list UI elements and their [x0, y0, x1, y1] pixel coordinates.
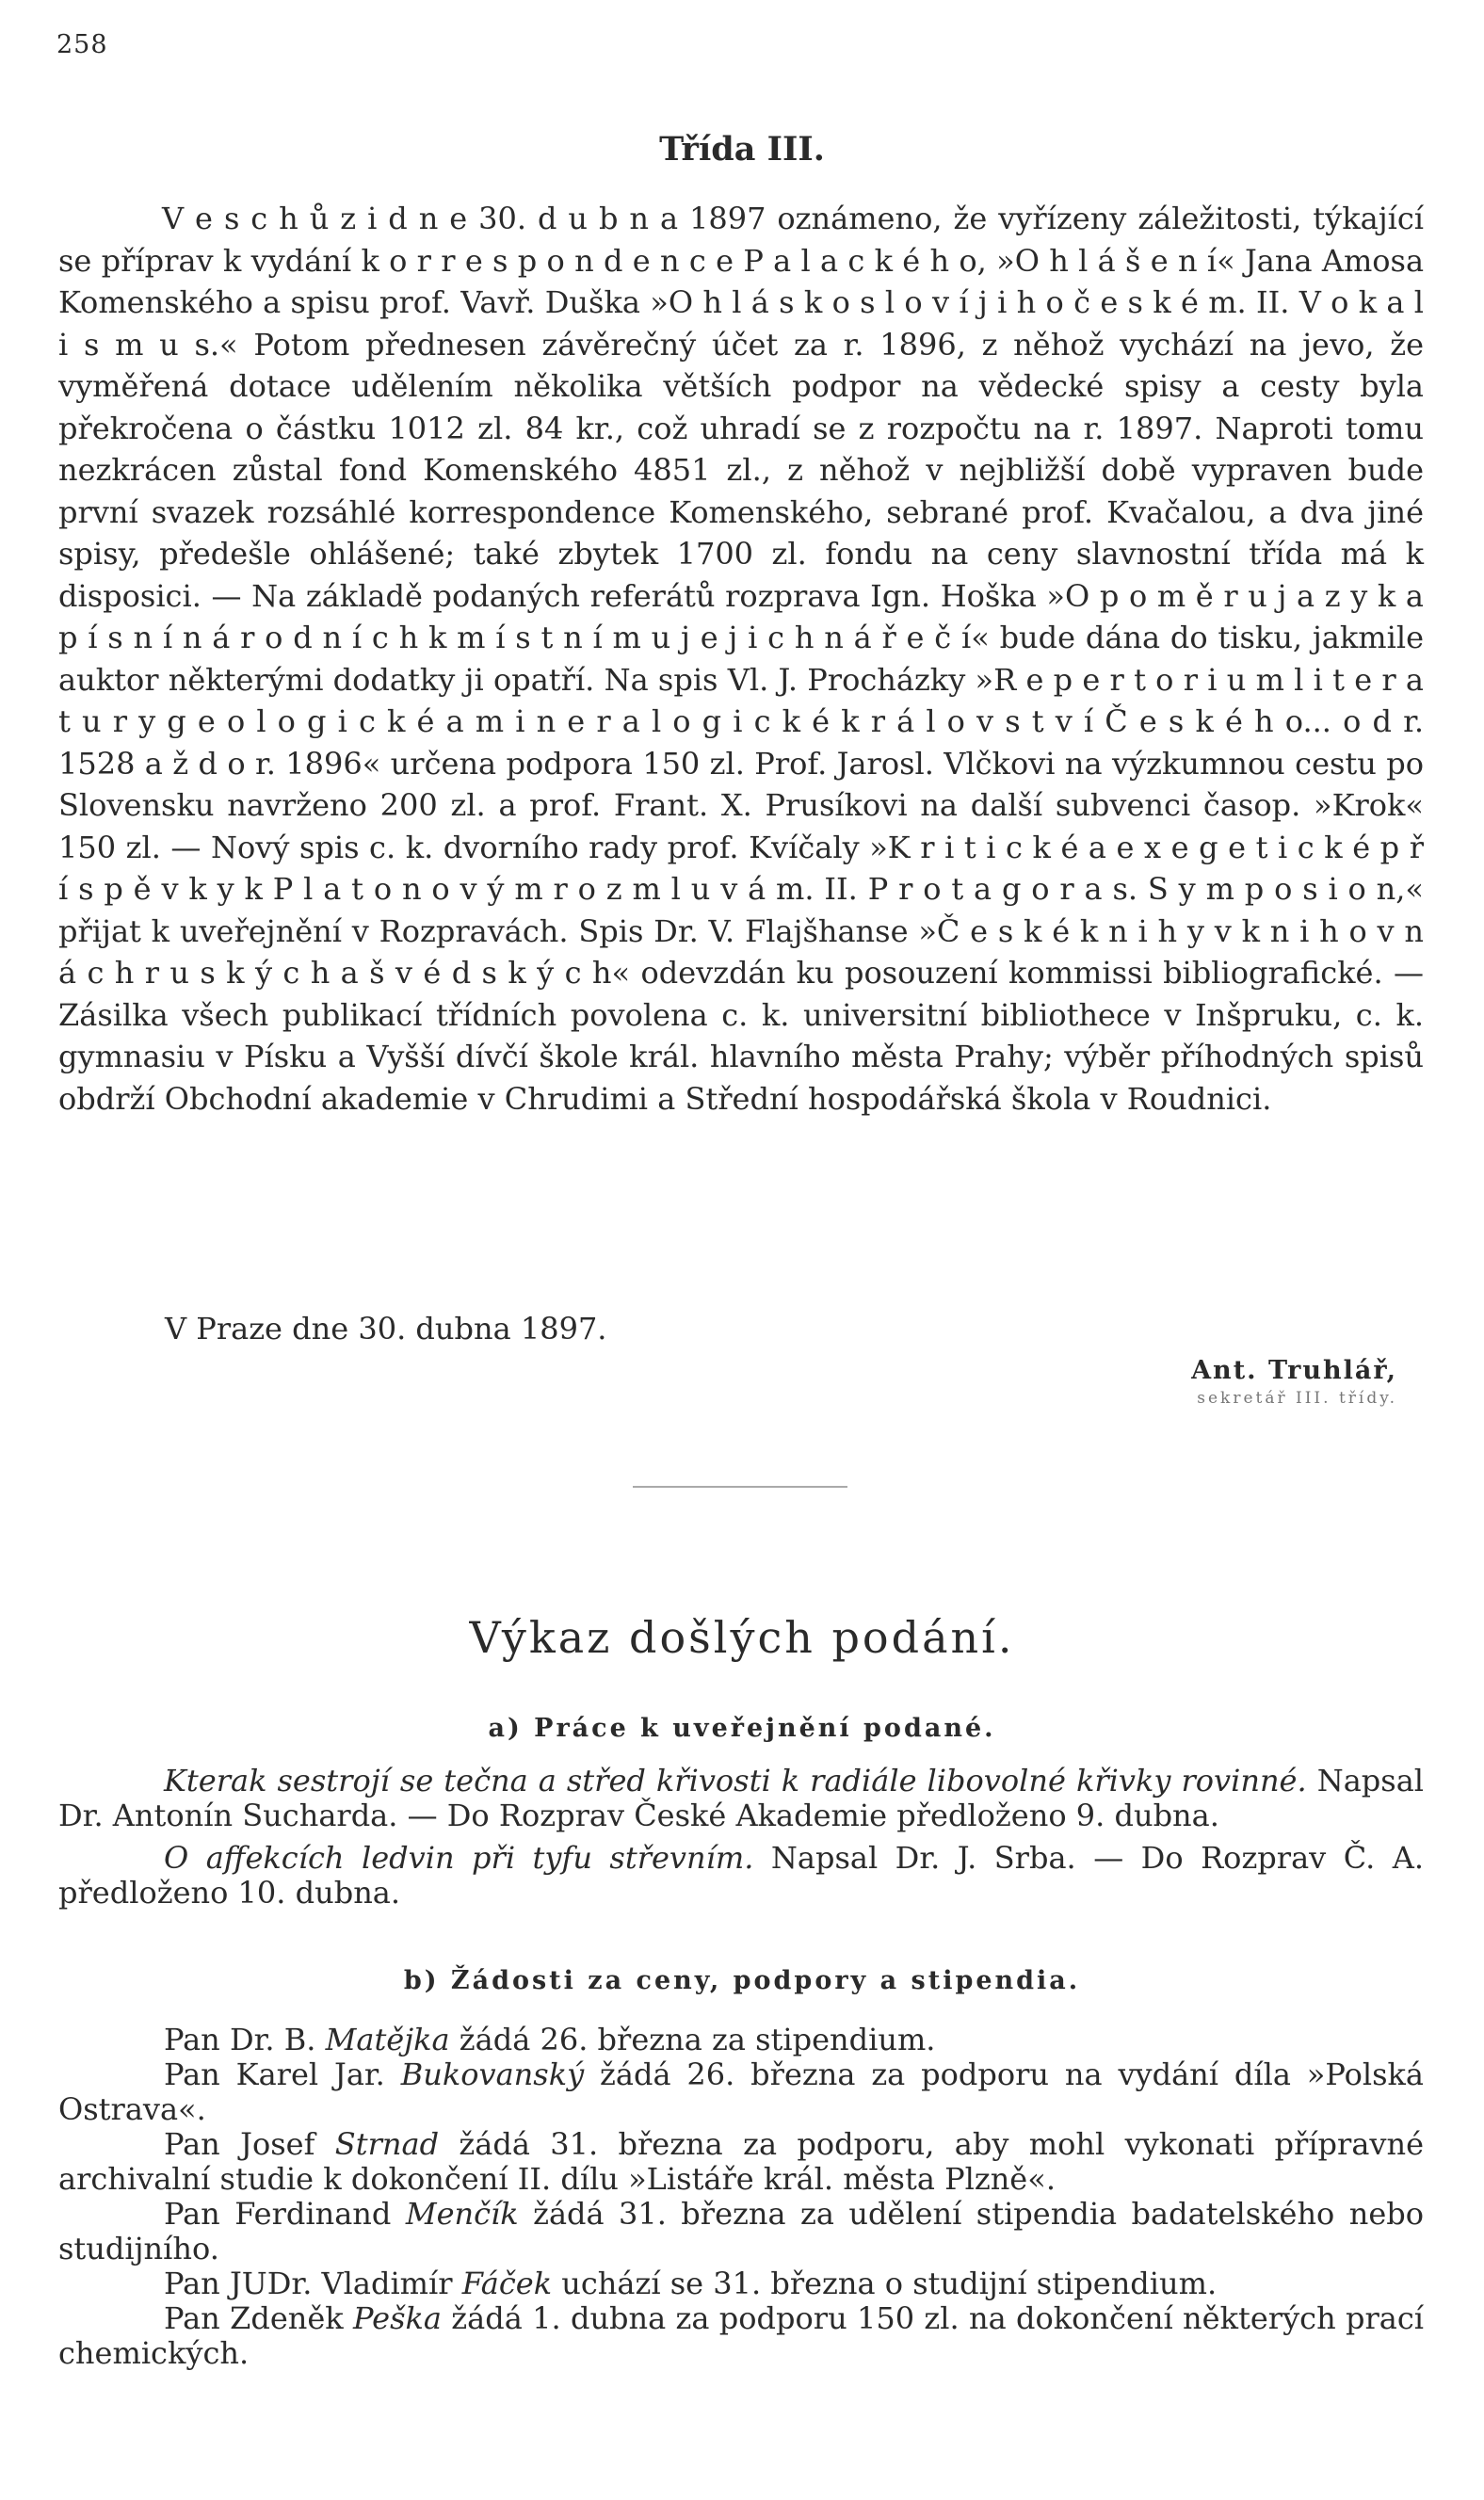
entry-prefix: Pan Zdeněk [164, 2300, 344, 2336]
text-run: V e s c h ů z i d n e [162, 201, 468, 236]
text-run: k o r r e s p o n d e n c e P a l a c k é h o, [361, 242, 987, 279]
entry-prefix: Pan Ferdinand [164, 2196, 392, 2232]
entry-text: žádá 31. března za udělení stipendia badatelského nebo studijního. [58, 2196, 1425, 2266]
section-heading: Výkaz došlých podání. [469, 1612, 1015, 1663]
applicant-name: Peška [353, 2300, 442, 2336]
text-run: Jana Amosa Komenského a spisu prof. Vavř. Duška [58, 242, 1425, 320]
entry-text: žádá 26. března za podporu na vydání díla »Polská Ostrava«. [58, 2056, 1424, 2127]
subheading-b: b) Žádosti za ceny, podpory a stipendia. [403, 1966, 1081, 1995]
entry-prefix: Pan Karel Jar. [164, 2056, 385, 2092]
applicant-name: Bukovanský [400, 2056, 585, 2092]
entry-text: Napsal Dr. J. Srba. — Do Rozprav Č. A. předloženo 10. dubna. [58, 1840, 1425, 1911]
entry-prefix: Pan JUDr. Vladimír [164, 2266, 453, 2301]
text-run: 30. d u b n a 1897 oznámeno, že vyřízeny záležitosti, týkající se příprav k vydání [58, 201, 1425, 279]
signatory-name: Ant. Truhlář, [1191, 1356, 1397, 1385]
text-run: přijat k uveřejnění v Rozpravách. Spis Dr. V. Flajšhanse [58, 912, 909, 949]
entry-text: žádá 26. března za stipendium. [459, 2022, 936, 2057]
meeting-report-paragraph [58, 198, 1424, 1120]
page-title: Třída III. [659, 130, 825, 169]
applicant-name: Matějka [325, 2022, 450, 2057]
text-run: určena podpora 150 zl. Prof. Jarosl. Vlčkovi na výzkumnou cestu po Slovensku navrženo 200 zl. a prof. Frant. X. Prusíkovi na další subvenci časop. »Krok« 150 zl. — Nový spis c. k. dvorního rady prof. Kvíčaly [58, 745, 1425, 865]
text-run: »K r i t i c k é a e x e g e t i c k é p ř í s p ě v k y k P l a t o n o v ý m r o z m l u v á m. II. P r o t a g o r a s. S y m p o s i o n,« [58, 829, 1425, 907]
text-run: »Č e s k é k n i h y v k n i h o v n á c h r u s k ý c h a š v é d s k ý c h« [58, 912, 1425, 991]
entry-text: Napsal Dr. Antonín Sucharda. — Do Rozprav České Akademie předloženo 9. dubna. [58, 1763, 1425, 1833]
work-title: O affekcích ledvin při tyfu střevním. [164, 1840, 754, 1876]
applicant-name: Strnad [334, 2126, 440, 2162]
text-run: Potom přednesen závěrečný účet za r. 1896, z něhož vychází na jevo, že vyměřená dotace udělením několika větších podpor na vědecké spisy a cesty byla překročena o částku 1012 zl. 84 kr., což uhradí se z rozpočtu na r. 1897. Naproti tomu nezkrácen zůstal fond Komenského 4851 zl., z něhož v nejbližší době vypraven bude první svazek rozsáhlé korrespondence Komenského, sebrané prof. Kvačalou, a dva jiné spisy, předešle ohlášené; také zbytek 1700 zl. fondu na ceny slavnostní třída má k disposici. — Na základě podaných referátů rozprava Ign. Hoška [58, 326, 1425, 614]
signature-block [1191, 1356, 1397, 1408]
work-title: Kterak sestrojí se tečna a střed křivosti k radiále libovolné křivky rovinné. [164, 1763, 1307, 1798]
list-item [58, 2301, 1424, 2371]
list-item [58, 2127, 1424, 2197]
text-run: o d r. 1528 a ž d o r. 1896« [58, 703, 1425, 782]
subheading-a: a) Práce k uveřejnění podané. [488, 1714, 996, 1743]
entry-text: žádá 31. března za podporu, aby mohl vykonati přípravné archivalní studie k dokončení II. dílu »Listáře král. města Plzně«. [58, 2126, 1425, 2197]
list-item [58, 2266, 1424, 2301]
text-run: »R e p e r t o r i u m l i t e r a t u r y g e o l o g i c k é a m i n e r a l o g i c k é k r á l o v s t v í Č e s k é h o... [58, 661, 1425, 739]
entry-prefix: Pan Dr. B. [164, 2022, 316, 2057]
list-item [58, 1764, 1424, 1833]
list-item [58, 2057, 1424, 2127]
entry-prefix: Pan Josef [164, 2126, 315, 2162]
dateline: V Praze dne 30. dubna 1897. [165, 1311, 607, 1347]
list-item [58, 2023, 1424, 2057]
applicant-name: Menčík [405, 2196, 519, 2232]
section-divider [633, 1486, 847, 1488]
text-run: »O h l á s k o s l o v í j i h o č e s k é m. II. V o k a l i s m u s.« [58, 284, 1425, 363]
entry-text: žádá 1. dubna za podporu 150 zl. na dokončení některých prací chemických. [58, 2300, 1425, 2371]
signatory-role: sekretář III. třídy. [1197, 1389, 1397, 1408]
text-run: »O p o m ě r u j a z y k a p í s n í n á r o d n í c h k m í s t n í m u j e j i c h n á ř e č í« [58, 577, 1425, 655]
page-number: 258 [56, 30, 108, 59]
text-run: odevzdán ku posouzení kommissi bibliografické. — Zásilka všech publikací třídních povolena c. k. universitní bibliothece v Inšpruku, c. k. gymnasiu v Písku a Vyšší dívčí škole král. hlavního města Prahy; výběr příhodných spisů obdrží Obchodní akademie v Chrudimi a Střední hospodářská škola v Roudnici. [58, 955, 1425, 1117]
text-run: bude dána do tisku, jakmile auktor některými dodatky ji opatří. Na spis Vl. J. Procházky [58, 620, 1425, 698]
entry-text: uchází se 31. března o studijní stipendium. [561, 2266, 1218, 2301]
applicant-name: Fáček [461, 2266, 553, 2301]
text-run: »O h l á š e n í« [996, 242, 1235, 279]
list-item [58, 1841, 1424, 1911]
list-item [58, 2197, 1424, 2266]
